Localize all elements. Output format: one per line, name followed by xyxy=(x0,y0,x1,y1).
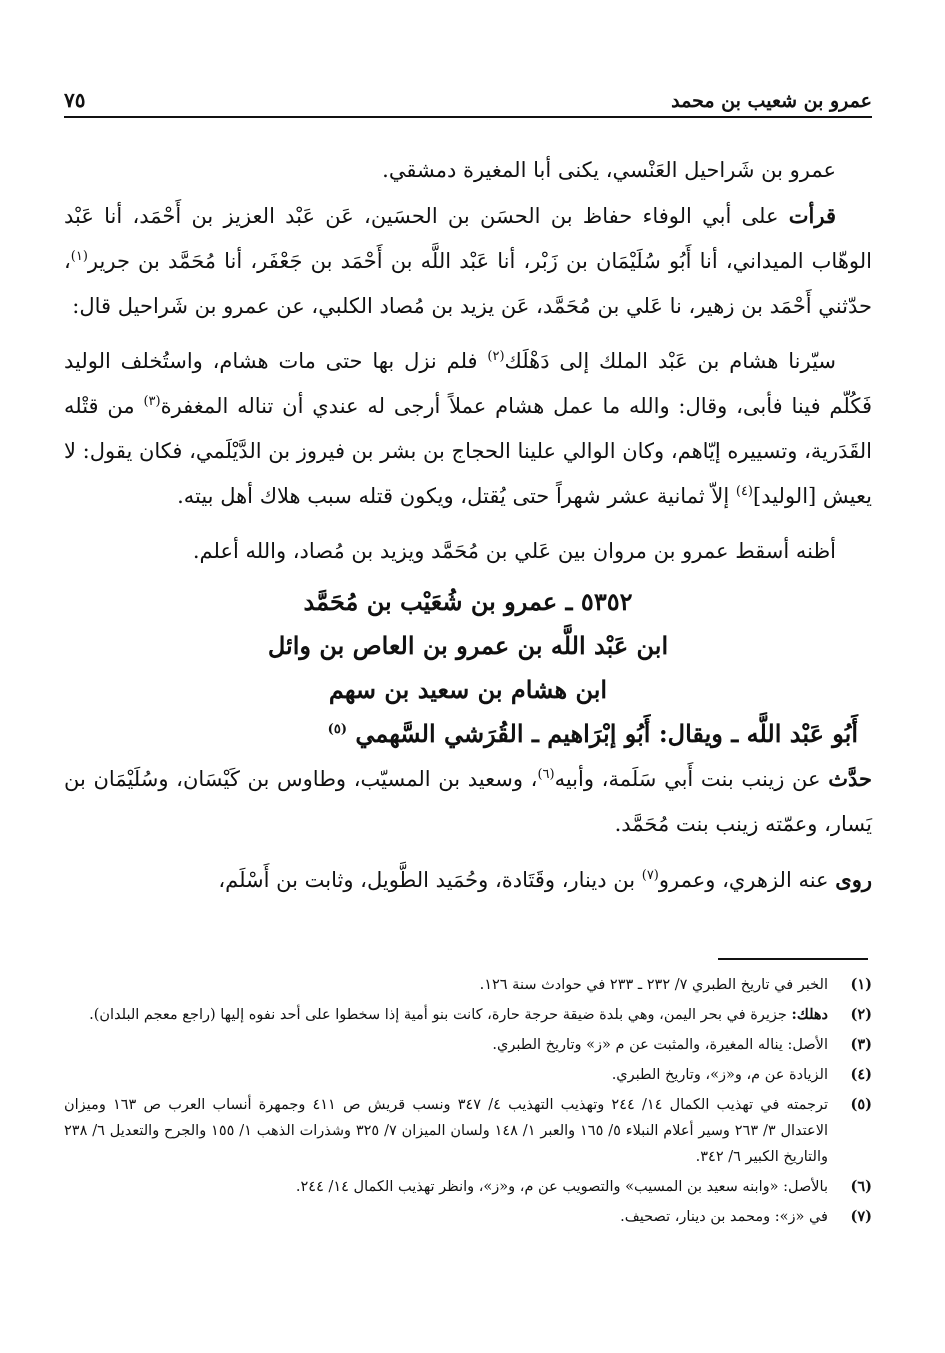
footnote xyxy=(64,1032,872,1058)
paragraph-text: ، وسعيد بن المسيّب، وطاوس بن كَيْسَان، وسُلَيْمَان بن يَسار، وعمّته زينب بنت مُحَمَّد. xyxy=(64,767,872,836)
paragraph-text: سيّرنا هشام بن عَبْد الملك إلى دَهْلَك xyxy=(504,349,836,373)
paragraph-students xyxy=(64,857,872,903)
footnote xyxy=(64,1204,872,1230)
paragraph-intro xyxy=(64,148,872,193)
paragraph-text: عنه الزهري، وعمرو xyxy=(658,868,836,892)
footnote-text: الأصل: يناله المغيرة، والمثبت عن م «ز» وتاريخ الطبري. xyxy=(492,1037,828,1053)
footnote-label: دهلك: xyxy=(791,1006,828,1023)
paragraph-text: أظنه أسقط عمرو بن مروان بين عَلي بن مُحَمَّد ويزيد بن مُصاد، والله أعلم. xyxy=(192,539,836,563)
footnote-body: جزيرة في بحر اليمن، وهي بلدة ضيقة حرجة حارة، كانت بنو أمية إذا سخطوا على أحد نفوه إليها (راجع معجم البلدان). xyxy=(89,1007,792,1023)
footnote-ref: (٦) xyxy=(537,767,555,782)
footnote-text: بالأصل: «وابنه سعيد بن المسيب» والتصويب عن م، و«ز»، وانظر تهذيب الكمال ١٤/ ٢٤٤. xyxy=(295,1179,828,1195)
page-number: ٧٥ xyxy=(64,88,86,112)
footnote xyxy=(64,1002,872,1028)
footnote-ref: (٤) xyxy=(735,484,753,499)
lead-word: قرأت xyxy=(788,203,836,228)
footnote-text: الزيادة عن م، و«ز»، وتاريخ الطبري. xyxy=(611,1067,828,1083)
heading-text: أَبُو عَبْد اللَّه ـ ويقال: أَبُو إبْرَاهيم ـ القُرَشي السَّهمي xyxy=(355,719,858,748)
footnote-number: (٣) xyxy=(850,1036,872,1053)
paragraph-isnad xyxy=(64,193,872,329)
paragraph-text: عمرو بن شَراحيل العَنْسي، يكنى أبا المغيرة دمشقي. xyxy=(382,158,836,182)
paragraph-text: إلاّ ثمانية عشر شهراً حتى يُقتل، ويكون قتله سبب هلاك أهل بيته. xyxy=(177,484,736,508)
paragraph-text: فلم نزل بها حتى مات هشام، واستُخلف الوليد فَكُلّم فينا فأبى، وقال: والله ما عمل هشام عملاً أرجى له عندي أن تناله المغفرة xyxy=(64,349,872,418)
footnote-divider xyxy=(718,958,868,960)
footnote-ref: (٥) xyxy=(327,722,347,737)
entry-heading xyxy=(64,580,872,756)
running-title: عمرو بن شعيب بن محمد xyxy=(671,90,872,112)
lead-word: حدَّث xyxy=(828,766,872,791)
heading-line: ٥٣٥٢ ـ عمرو بن شُعَيْب بن مُحَمَّد xyxy=(303,587,633,616)
paragraph-text: من قتْله القَدَرية، وتسييره إيّاهم، وكان الوالي علينا الحجاج بن بشر بن فيروز بن الدَّيْلَمي، فكان يقول: لا يعيش [الوليد] xyxy=(63,394,872,508)
heading-line xyxy=(64,712,872,756)
footnote-number: (٤) xyxy=(850,1066,872,1083)
footnote-text xyxy=(64,1002,828,1028)
footnote xyxy=(64,1174,872,1200)
lead-word: روى xyxy=(835,867,872,892)
paragraph-text: عن زينب بنت أَبي سَلَمة، وأبيه xyxy=(554,767,829,791)
running-header xyxy=(64,86,872,118)
paragraph-text: على أبي الوفاء حفاظ بن الحسَن بن الحسَين، عَن عَبْد العزيز بن أَحْمَد، أنا عَبْد الوهّاب الميداني، أنا أَبُو سُلَيْمَان بن زَبْر، أنا عَبْد اللَّه بن أَحْمَد بن جَعْفَر، أنا مُحَمَّد بن جرير xyxy=(64,204,872,273)
footnote-ref: (٢) xyxy=(487,349,505,364)
paragraph-text: بن دينار، وقَتَادة، وحُمَيد الطَّويل، وثابت بن أَسْلَم، xyxy=(218,868,642,892)
footnote-ref: (٧) xyxy=(641,868,659,883)
footnote-number: (٥) xyxy=(850,1096,872,1113)
footnote-number: (١) xyxy=(850,976,872,993)
footnote xyxy=(64,1092,872,1170)
paragraph-note xyxy=(64,529,872,574)
footnote-number: (٢) xyxy=(850,1006,872,1023)
footnote-number: (٦) xyxy=(850,1178,872,1195)
footnote xyxy=(64,972,872,998)
paragraph-narration xyxy=(64,339,872,519)
main-text xyxy=(64,148,872,903)
paragraph-text: ، حدّثني أَحْمَد بن زهير، نا عَلي بن مُحَمَّد، عَن يزيد بن مُصاد الكلبي، عن عمرو بن شَراحيل قال: xyxy=(64,249,872,318)
footnote-number: (٧) xyxy=(850,1208,872,1225)
footnote-ref: (١) xyxy=(70,249,88,264)
heading-line: ابن هشام بن سعيد بن سهم xyxy=(328,675,608,704)
footnote-text: ترجمته في تهذيب الكمال ١٤/ ٢٤٤ وتهذيب التهذيب ٤/ ٣٤٧ ونسب قريش ص ٤١١ وجمهرة أنساب العرب ص ١٦٣ وميزان الاعتدال ٣/ ٢٦٣ وسير أعلام النبلاء ٥/ ١٦٥ والعبر ١/ ١٤٨ ولسان الميزان ٧/ ٣٢٥ وشذرات الذهب ١/ ١٥٥ والجرح والتعديل ٦/ ٢٣٨ والتاريخ الكبير ٦/ ٣٤٢. xyxy=(64,1097,829,1165)
heading-line: ابن عَبْد اللَّه بن عمرو بن العاص بن وائل xyxy=(267,631,669,660)
footnote-text: في «ز»: ومحمد بن دينار، تصحيف. xyxy=(620,1209,828,1225)
footnotes xyxy=(64,972,872,1234)
paragraph-teachers xyxy=(64,756,872,847)
footnote-ref: (٣) xyxy=(143,394,161,409)
footnote xyxy=(64,1062,872,1088)
footnote-text: الخبر في تاريخ الطبري ٧/ ٢٣٢ ـ ٢٣٣ في حوادث سنة ١٢٦. xyxy=(479,977,828,993)
